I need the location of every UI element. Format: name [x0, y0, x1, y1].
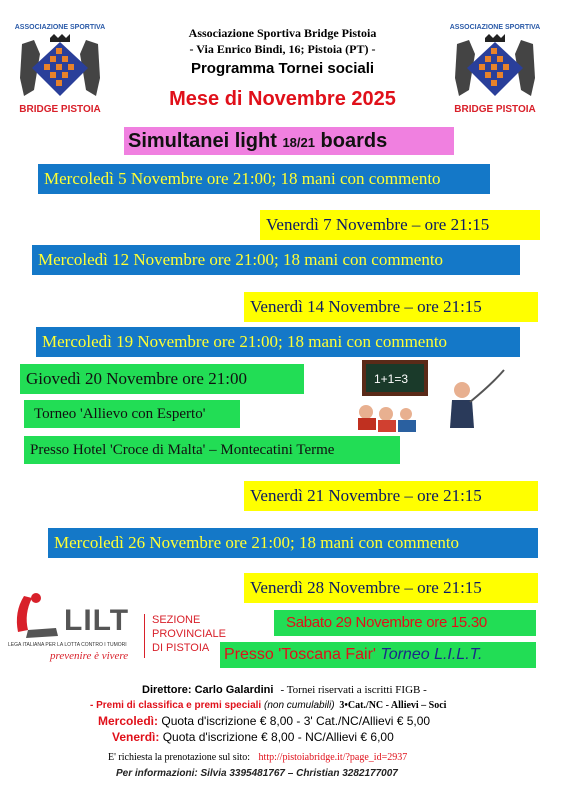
event-fri-7: Venerdì 7 Novembre – ore 21:15	[260, 210, 540, 240]
bridge-crest-icon	[18, 34, 102, 104]
fri-label: Venerdì:	[112, 730, 160, 744]
logo-left	[10, 20, 110, 120]
logo-right-bottom-text: BRIDGE PISTOIA	[454, 104, 536, 115]
event-fri-21: Venerdì 21 Novembre – ore 21:15	[244, 481, 538, 511]
banner-small: 18/21	[282, 135, 315, 150]
fri-text: Quota d'iscrizione € 8,00 - NC/Allievi € 6,00	[162, 730, 394, 744]
simultanei-banner	[124, 127, 454, 155]
director-label: Direttore:	[142, 684, 192, 696]
event-wed-5: Mercoledì 5 Novembre ore 21:00; 18 mani con commento	[38, 164, 490, 194]
prizes-red: - Premi di classifica e premi speciali	[90, 700, 262, 711]
lilt-name: LILT	[64, 604, 130, 637]
booking-link[interactable]: http://pistoiabridge.it/?page_id=2937	[258, 752, 408, 763]
event-allievo-esperto: Torneo 'Allievo con Esperto'	[24, 400, 240, 428]
lilt-slogan: prevenire è vivere	[50, 650, 129, 662]
blackboard-text: 1+1=3	[374, 372, 409, 386]
event-fri-14: Venerdì 14 Novembre – ore 21:15	[244, 292, 538, 322]
banner-tail: boards	[315, 130, 388, 152]
event-fri-28: Venerdì 28 Novembre – ore 21:15	[244, 573, 538, 603]
event-wed-26: Mercoledì 26 Novembre ore 21:00; 18 mani con commento	[48, 528, 538, 558]
prizes-note: (non cumulabili)	[263, 700, 335, 711]
banner-main: Simultanei light	[128, 130, 283, 152]
teacher-blackboard-icon	[352, 356, 510, 434]
lilt-section-2: PROVINCIALE	[152, 628, 226, 640]
event-lilt-torneo	[220, 642, 536, 668]
booking-line	[108, 752, 407, 763]
lilt-section-1: SEZIONE	[152, 614, 201, 626]
lilt-divider	[144, 614, 145, 658]
month-title: Mese di Novembre 2025	[169, 88, 396, 110]
lilt-event-place: Presso 'Toscana Fair'	[224, 646, 381, 663]
info-line: Per informazioni: Silvia 3395481767 – Christian 3282177007	[116, 768, 398, 779]
logo-right-top-text: ASSOCIAZIONE SPORTIVA	[449, 24, 541, 31]
booking-text: E' richiesta la prenotazione sul sito:	[108, 752, 251, 763]
director-note: - Tornei riservati a iscritti FIGB -	[280, 684, 427, 696]
logo-right	[445, 20, 545, 120]
wed-text: Quota d'iscrizione € 8,00 - 3' Cat./NC/Allievi € 5,00	[161, 714, 431, 728]
event-thu-20: Giovedì 20 Novembre ore 21:00	[20, 364, 304, 394]
friday-fee-line	[112, 730, 394, 744]
logo-left-top-text: ASSOCIAZIONE SPORTIVA	[14, 24, 106, 31]
lilt-logo	[8, 590, 226, 665]
prizes-tail: 3•Cat./NC - Allievi – Soci	[339, 700, 447, 711]
event-wed-12: Mercoledì 12 Novembre ore 21:00; 18 mani con commento	[32, 245, 520, 275]
director-name: Carlo Galardini	[194, 684, 274, 696]
lilt-figure-icon	[12, 592, 62, 638]
bridge-crest-icon	[453, 34, 537, 104]
event-venue-croce-malta: Presso Hotel 'Croce di Malta' – Montecatini Terme	[24, 436, 400, 464]
program-title: Programma Tornei sociali	[190, 60, 375, 77]
event-sat-29: Sabato 29 Novembre ore 15.30	[274, 610, 536, 636]
wednesday-fee-line	[98, 714, 430, 728]
event-wed-19: Mercoledì 19 Novembre ore 21:00; 18 mani con commento	[36, 327, 520, 357]
director-line	[142, 684, 427, 696]
lilt-subtitle: LEGA ITALIANA PER LA LOTTA CONTRO I TUMORI	[8, 642, 127, 648]
wed-label: Mercoledì:	[98, 714, 159, 728]
lilt-section-3: DI PISTOIA	[152, 642, 210, 654]
org-address: - Via Enrico Bindi, 16; Pistoia (PT) -	[189, 42, 376, 56]
prizes-line	[90, 700, 446, 711]
lilt-event-title: Torneo L.I.L.T.	[380, 646, 483, 663]
logo-left-bottom-text: BRIDGE PISTOIA	[19, 104, 101, 115]
org-name: Associazione Sportiva Bridge Pistoia	[188, 26, 377, 40]
